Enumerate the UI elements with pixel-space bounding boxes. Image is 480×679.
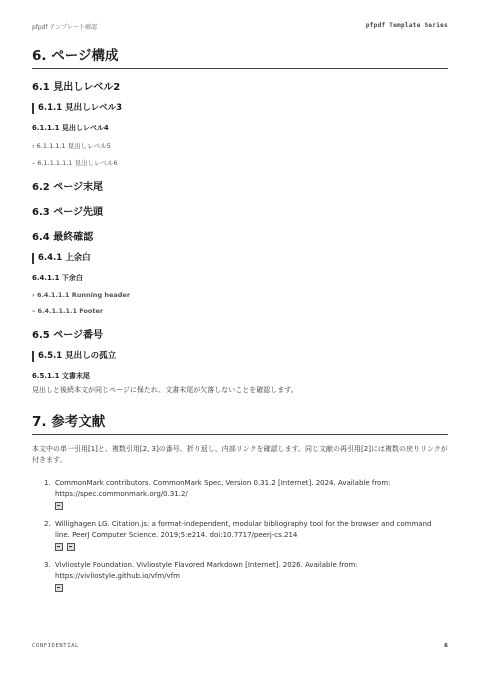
backref-group: [55, 582, 448, 591]
confidential-label: CONFIDENTIAL: [32, 643, 79, 649]
reference-number: 3.: [44, 561, 51, 569]
reference-item: [32, 560, 448, 591]
header-document-title: pfpdf テンプレート確認: [32, 24, 98, 31]
heading-6-2: 6.2 ページ末尾: [32, 182, 103, 193]
page-content: [32, 44, 448, 601]
reference-list: [32, 478, 448, 591]
reference-number: 2.: [44, 520, 51, 528]
heading-6-5-1-1: 6.5.1.1 文書末尾: [32, 372, 90, 380]
reference-text[interactable]: Willighagen LG. Citation.js: a format-independent, modular bibliography tool for the browser and command line. PeerJ Computer Science. 2019;5:e214. doi:10.7717/peerj-cs.214: [55, 520, 432, 539]
reference-text[interactable]: CommonMark contributors. CommonMark Spec, Version 0.31.2 [Internet]. 2024. Available from: https://spec.commonmark.org/0.31.2/: [55, 479, 391, 498]
reference-text[interactable]: Vivliostyle Foundation. Vivliostyle Flavored Markdown [Internet]. 2026. Available from: https://vivliostyle.github.io/vfm/vfm: [55, 561, 358, 580]
heading-6-5: 6.5 ページ番号: [32, 330, 103, 341]
backref-icon[interactable]: [55, 502, 63, 510]
reference-number: 1.: [44, 479, 51, 487]
heading-6-1-1-1-1: › 6.1.1.1.1 見出しレベル5: [32, 142, 111, 150]
body-paragraph: 見出しと後続本文が同じページに保たれ、文書末尾が欠落しないことを確認します。: [32, 386, 298, 394]
heading-6-1: 6.1 見出しレベル2: [32, 82, 121, 93]
backref-group: [55, 500, 448, 509]
backref-icon[interactable]: [55, 543, 63, 551]
section-6-heading: 6. ページ構成: [32, 44, 448, 69]
heading-6-1-1-1-1-1: – 6.1.1.1.1.1 見出しレベル6: [32, 159, 118, 167]
heading-6-4: 6.4 最終確認: [32, 232, 94, 243]
reference-item: [32, 478, 448, 509]
backref-group: [55, 541, 448, 550]
backref-icon[interactable]: [67, 543, 75, 551]
section-7-heading: 7. 参考文献: [32, 410, 448, 435]
reference-item: [32, 519, 448, 550]
heading-6-5-1: 6.5.1 見出しの孤立: [32, 351, 448, 362]
heading-6-3: 6.3 ページ先頭: [32, 207, 103, 218]
page-footer: [32, 643, 448, 653]
heading-6-4-1: 6.4.1 上余白: [32, 253, 448, 264]
heading-6-1-1-1: 6.1.1.1 見出しレベル4: [32, 124, 109, 132]
heading-6-4-1-1: 6.4.1.1 下余白: [32, 274, 83, 282]
heading-6-4-1-1-1: › 6.4.1.1.1 Running header: [32, 291, 131, 299]
running-header: [32, 22, 448, 32]
page-number: 6: [444, 643, 448, 649]
heading-6-1-1: 6.1.1 見出しレベル3: [32, 103, 448, 114]
header-series-title: pfpdf Template Series: [365, 22, 448, 29]
backref-icon[interactable]: [55, 584, 63, 592]
heading-6-4-1-1-1-1: – 6.4.1.1.1.1 Footer: [32, 307, 104, 315]
references-intro: 本文中の単一引用[1]と、複数引用[2, 3]の番号、折り返し、内部リンクを確認します。同じ文献の再引用[2]には複数の戻りリンクが付きます。: [32, 445, 448, 464]
